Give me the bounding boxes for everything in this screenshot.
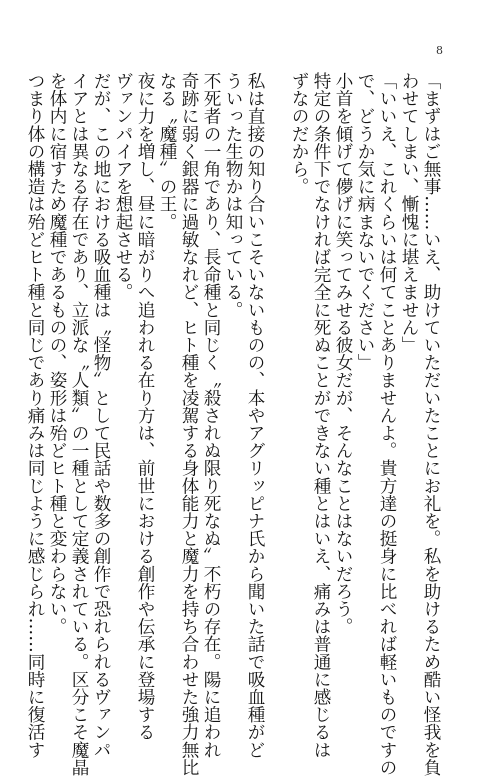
text-column: イアとは異なる存在であり、立派な〝人類〟の一種として定義されている。区分こそ魔晶 xyxy=(69,72,89,776)
text-column: 私は直接の知り合いこそいないものの、本やアグリッピナ氏から聞いた話で吸血種がど xyxy=(245,72,265,759)
text-column: を体内に宿すため魔種であるものの、姿形は殆どヒト種と変わらない。 xyxy=(47,72,67,636)
text-column: 夜に力を増し、昼に暗がりへ追われる在り方は、前世における創作や伝承に登場する xyxy=(135,72,155,741)
text-column: 不死者の一角であり、長命種と同じく〝殺されぬ限り死なぬ〟不朽の存在。陽に追われ xyxy=(201,72,221,759)
text-column: 特定の条件下でなければ完全に死ぬことができない種とはいえ、痛みは普通に感じるは xyxy=(311,72,331,759)
text-column: ヴァンパイアを想起させる。 xyxy=(113,72,133,301)
text-column: ずなのだから。 xyxy=(289,72,309,196)
text-column: で、どうか気に病まないでください」 xyxy=(355,72,375,372)
text-column: ういった生物かは知っている。 xyxy=(223,72,243,319)
text-column: つまり体の構造は殆どヒト種と同じであり痛みは同じように感じられ……同時に復活す xyxy=(25,72,45,759)
blank-column xyxy=(266,72,288,672)
vertical-text-body xyxy=(25,72,442,776)
text-column: だが、この地における吸血種は〝怪物〟として民話や数多の創作で恐れられるヴァンパ xyxy=(91,72,111,759)
text-column: 小首を傾げて儚げに笑ってみせる彼女だが、そんなことはないだろう。 xyxy=(333,72,353,636)
text-column: わせてしまい、慚愧に堪えません」 xyxy=(399,72,419,354)
text-column: 奇跡に弱く銀器に過敏なれど、ヒト種を凌駕する身体能力と魔力を持ち合わせた強力無比 xyxy=(179,72,199,776)
text-column: 「まずはご無事……いえ、助けていただいたことにお礼を。私を助けるため酷い怪我を負 xyxy=(421,72,441,776)
page-number: 8 xyxy=(436,44,443,57)
text-column: なる〝魔種〟の王。 xyxy=(157,72,177,231)
text-column: 「いいえ、これくらいは何てことありませんよ。貴方達の挺身に比べれば軽いものですの xyxy=(377,72,397,776)
